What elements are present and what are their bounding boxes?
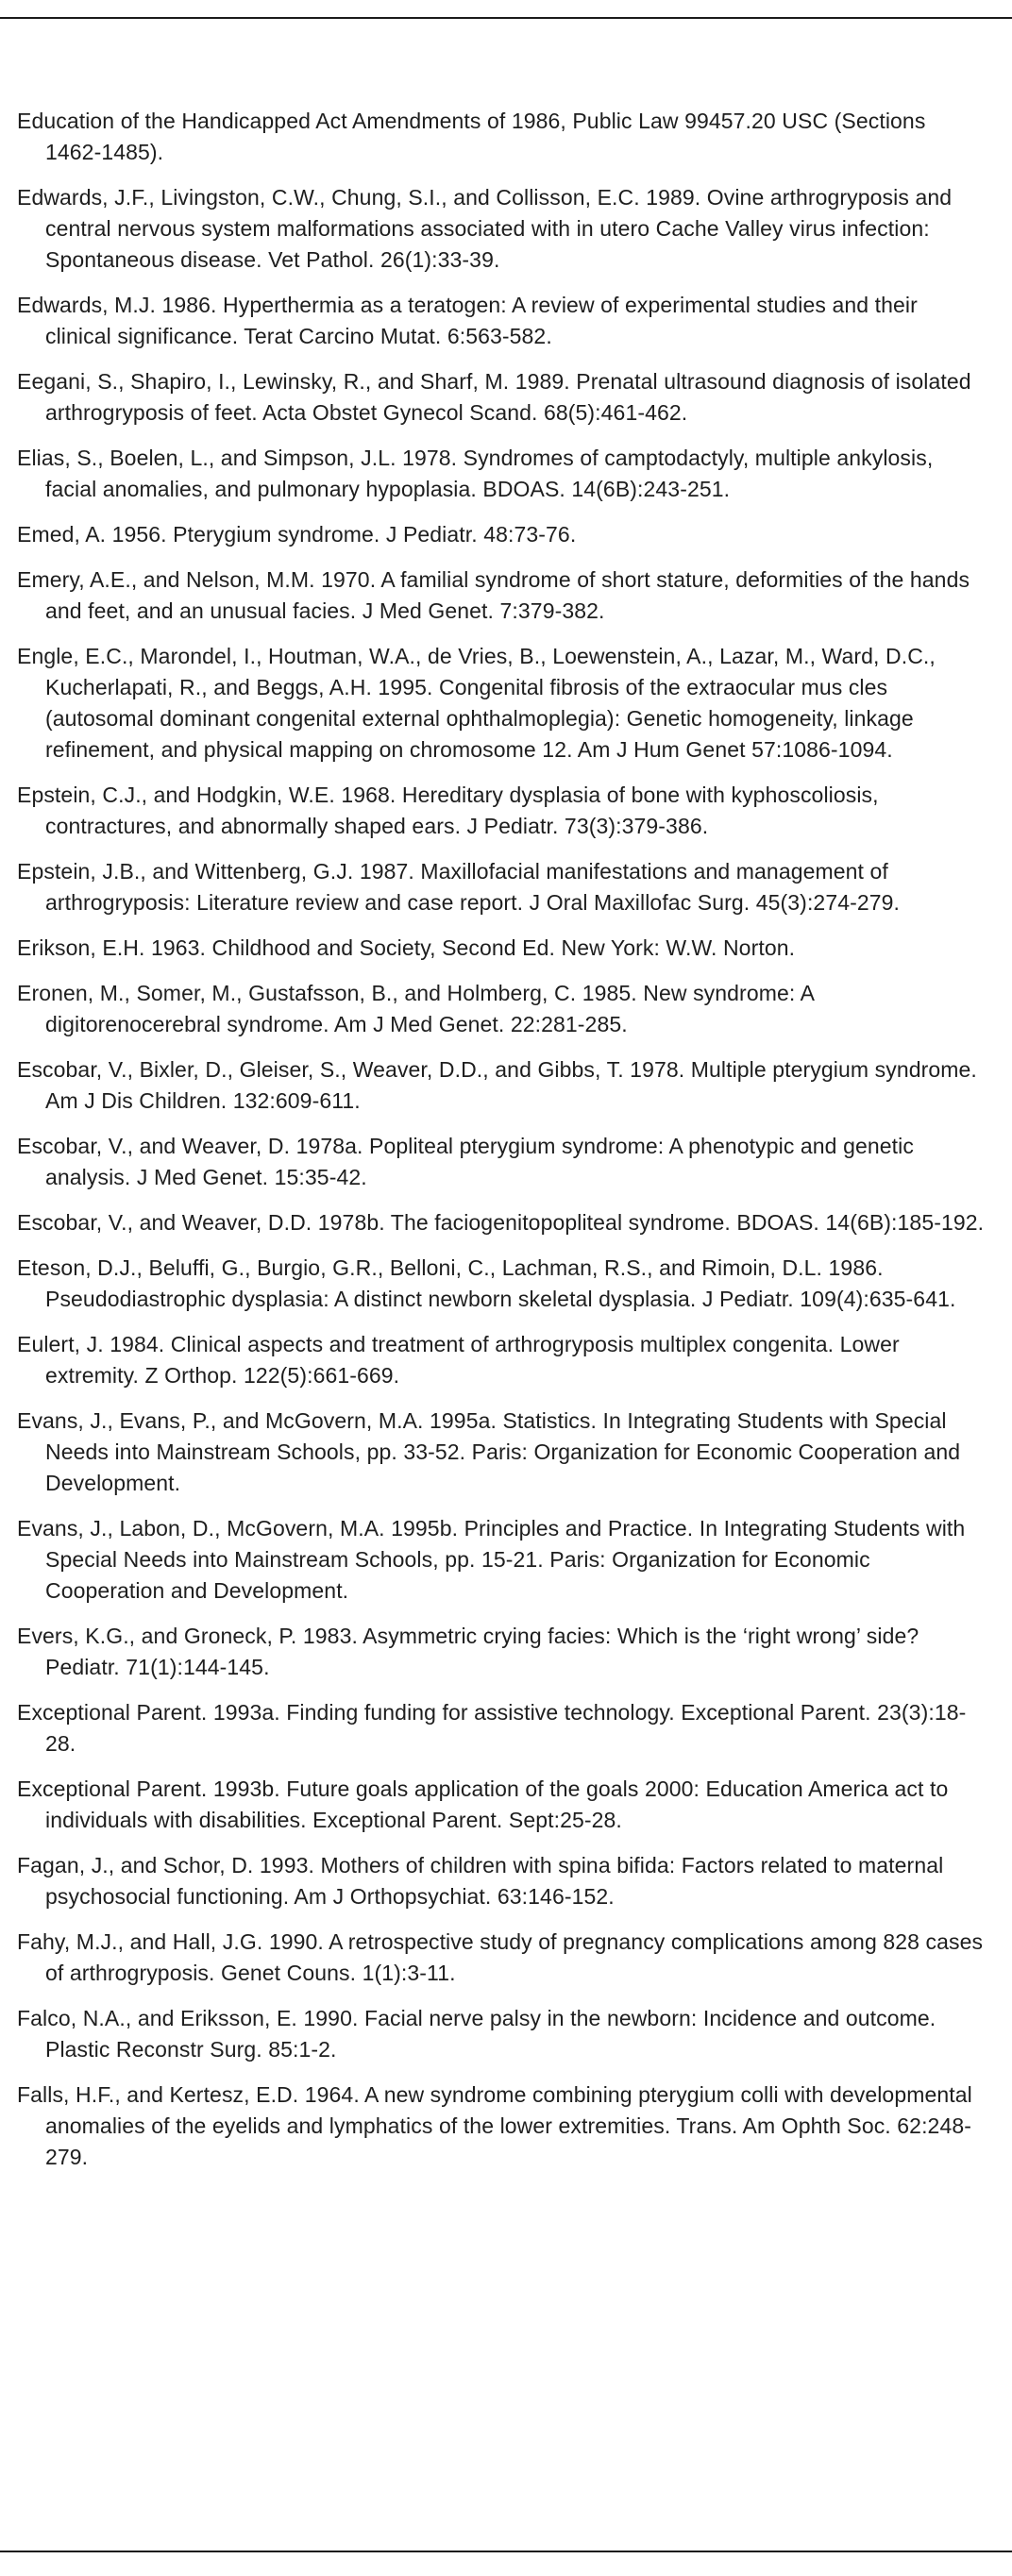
- reference-entry: Fagan, J., and Schor, D. 1993. Mothers of children with spina bifida: Factors related to maternal psychosocial functioning. Am J Orthopsychiat. 63:146-152.: [17, 1853, 944, 1909]
- reference-entry: Escobar, V., and Weaver, D.D. 1978b. The faciogenitopopliteal syndrome. BDOAS. 14(6B):185-192.: [17, 1210, 985, 1235]
- reference-entry: Eegani, S., Shapiro, I., Lewinsky, R., and Sharf, M. 1989. Prenatal ultrasound diagnosis of isolated arthrogryposis of feet. Acta Obstet Gynecol Scand. 68(5):461-462.: [17, 369, 971, 425]
- reference-entry: Engle, E.C., Marondel, I., Houtman, W.A., de Vries, B., Loewenstein, A., Lazar, M., Ward, D.C., Kucherlapati, R., and Beggs, A.H. 1995. Congenital fibrosis of the extraocular mus cles (autosomal dominant congenital external ophthalmoplegia): Genetic homogeneity, linkage refinement, and physical mapping on chromosome 12. Am J Hum Genet 57:1086-1094.: [17, 644, 936, 762]
- reference-entry: Eronen, M., Somer, M., Gustafsson, B., and Holmberg, C. 1985. New syndrome: A digitorenocerebral syndrome. Am J Med Genet. 22:281-285.: [17, 981, 814, 1036]
- reference-entry: Eulert, J. 1984. Clinical aspects and treatment of arthrogryposis multiplex congenita. Lower extremity. Z Orthop. 122(5):661-669.: [17, 1332, 900, 1388]
- reference-entry: Emery, A.E., and Nelson, M.M. 1970. A familial syndrome of short stature, deformities of the hands and feet, and an unusual facies. J Med Genet. 7:379-382.: [17, 567, 970, 623]
- reference-entry: Evers, K.G., and Groneck, P. 1983. Asymmetric crying facies: Which is the ‘right wrong’ side? Pediatr. 71(1):144-145.: [17, 1624, 919, 1679]
- reference-entry: Exceptional Parent. 1993a. Finding funding for assistive technology. Exceptional Parent. 23(3):18-28.: [17, 1700, 967, 1756]
- reference-entry: Escobar, V., Bixler, D., Gleiser, S., Weaver, D.D., and Gibbs, T. 1978. Multiple pterygium syndrome. Am J Dis Children. 132:609-611.: [17, 1057, 977, 1113]
- reference-entry: Emed, A. 1956. Pterygium syndrome. J Pediatr. 48:73-76.: [17, 522, 577, 547]
- reference-entry: Education of the Handicapped Act Amendments of 1986, Public Law 99457.20 USC (Sections 1462-1485).: [17, 109, 926, 164]
- reference-entry: Epstein, C.J., and Hodgkin, W.E. 1968. Hereditary dysplasia of bone with kyphoscoliosis, contractures, and abnormally shaped ears. J Pediatr. 73(3):379-386.: [17, 783, 879, 838]
- reference-entry: Falco, N.A., and Eriksson, E. 1990. Facial nerve palsy in the newborn: Incidence and outcome. Plastic Reconstr Surg. 85:1-2.: [17, 2006, 936, 2062]
- top-rule: [0, 17, 1012, 19]
- reference-entry: Eteson, D.J., Beluffi, G., Burgio, G.R., Belloni, C., Lachman, R.S., and Rimoin, D.L. 1986. Pseudodiastrophic dysplasia: A distinct newborn skeletal dysplasia. J Pediatr. 109(4):635-641.: [17, 1255, 956, 1311]
- reference-entry: Erikson, E.H. 1963. Childhood and Society, Second Ed. New York: W.W. Norton.: [17, 935, 796, 960]
- reference-entry: Epstein, J.B., and Wittenberg, G.J. 1987. Maxillofacial manifestations and management of arthrogryposis: Literature review and case report. J Oral Maxillofac Surg. 45(3):274-279.: [17, 859, 901, 915]
- bottom-rule: [0, 2551, 1012, 2552]
- reference-entry: Edwards, J.F., Livingston, C.W., Chung, S.I., and Collisson, E.C. 1989. Ovine arthrogryposis and central nervous system malformations associated with in utero Cache Valley virus infection: Spontaneous disease. Vet Pathol. 26(1):33-39.: [17, 185, 953, 272]
- reference-entry: Edwards, M.J. 1986. Hyperthermia as a teratogen: A review of experimental studies and their clinical significance. Terat Carcino Mutat. 6:563-582.: [17, 293, 918, 348]
- reference-entry: Evans, J., Evans, P., and McGovern, M.A. 1995a. Statistics. In Integrating Students with Special Needs into Mainstream Schools, pp. 33-52. Paris: Organization for Economic Cooperation and Development.: [17, 1408, 961, 1495]
- reference-entry: Escobar, V., and Weaver, D. 1978a. Popliteal pterygium syndrome: A phenotypic and genetic analysis. J Med Genet. 15:35-42.: [17, 1134, 914, 1189]
- reference-entry: Fahy, M.J., and Hall, J.G. 1990. A retrospective study of pregnancy complications among 828 cases of arthrogryposis. Genet Couns. 1(1):3-11.: [17, 1929, 984, 1985]
- reference-entry: Elias, S., Boelen, L., and Simpson, J.L. 1978. Syndromes of camptodactyly, multiple ankylosis, facial anomalies, and pulmonary hypoplasia. BDOAS. 14(6B):243-251.: [17, 446, 934, 501]
- reference-entry: Evans, J., Labon, D., McGovern, M.A. 1995b. Principles and Practice. In Integrating Students with Special Needs into Mainstream Schools, pp. 15-21. Paris: Organization for Economic Cooperation and Development.: [17, 1516, 966, 1603]
- reference-list: [17, 106, 986, 2187]
- reference-entry: Exceptional Parent. 1993b. Future goals application of the goals 2000: Education America act to individuals with disabilities. Exceptional Parent. Sept:25-28.: [17, 1776, 949, 1832]
- reference-entry: Falls, H.F., and Kertesz, E.D. 1964. A new syndrome combining pterygium colli with developmental anomalies of the eyelids and lymphatics of the lower extremities. Trans. Am Ophth Soc. 62:248-279.: [17, 2082, 972, 2169]
